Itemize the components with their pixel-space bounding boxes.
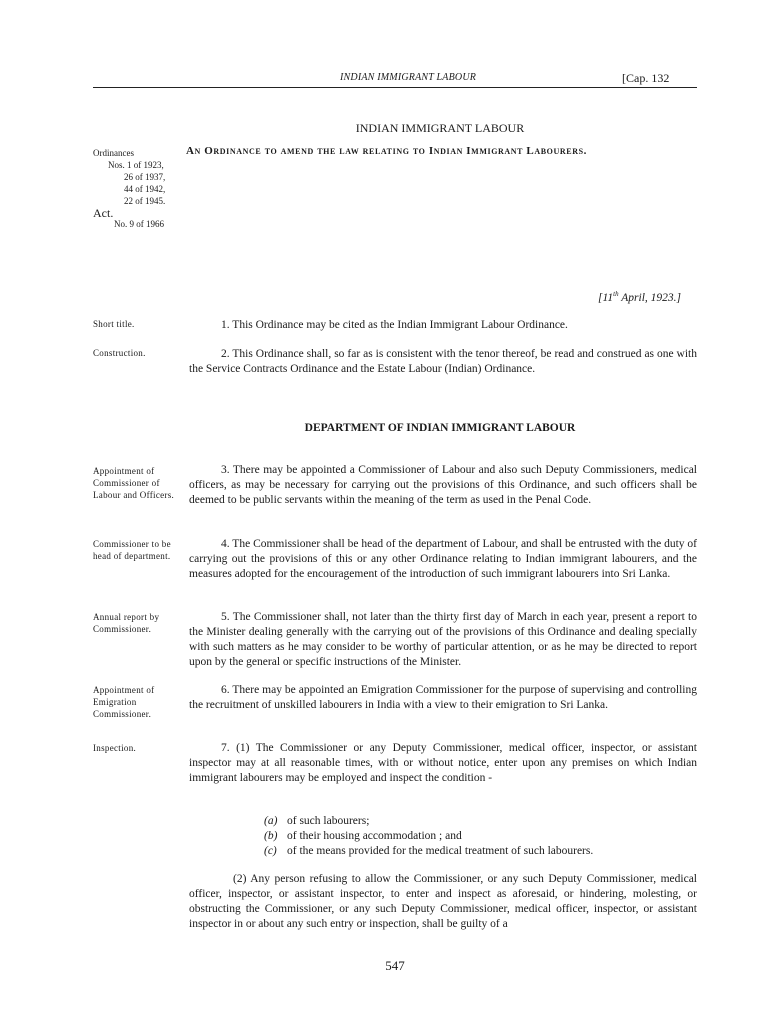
enactment-date bbox=[598, 290, 681, 304]
item-text: of such labourers; bbox=[287, 815, 370, 827]
chapter-number: [Cap. 132 bbox=[622, 71, 670, 85]
margin-note-annual-report: Annual report by Commissioner. bbox=[93, 612, 160, 634]
margin-note-emigration-commissioner: Appointment of Emigration Commissioner. bbox=[93, 685, 155, 719]
section-3-text: 3. There may be appointed a Commissioner of Labour and also such Deputy Commissioners, medical officers, as may be necessary for carrying out the provisions of this Ordinance, and such officers shall be deemed to be public servants within the meaning of the term as used in the Penal Code. bbox=[189, 464, 697, 506]
ordinance-number: 44 of 1942, bbox=[124, 184, 166, 194]
act-number: No. 9 of 1966 bbox=[114, 219, 164, 229]
inspection-items bbox=[264, 814, 593, 859]
ordinance-number: 22 of 1945. bbox=[124, 196, 166, 206]
section-1 bbox=[189, 318, 697, 333]
section-7-subsection-2 bbox=[189, 872, 697, 932]
section-2-text: 2. This Ordinance shall, so far as is consistent with the tenor thereof, be read and construed as one with the Service Contracts Ordinance and the Estate Labour (Indian) Ordinance. bbox=[189, 348, 697, 375]
ordinance-number: 26 of 1937, bbox=[124, 172, 166, 182]
margin-note-short-title: Short title. bbox=[93, 319, 135, 329]
section-7-text: 7. (1) The Commissioner or any Deputy Commissioner, medical officer, inspector, or assistant inspector may at all reasonable times, with or without notice, enter upon any premises on which Indian immigrant labourers may be employed and inspect the condition - bbox=[189, 742, 697, 784]
date-rest: April, 1923.] bbox=[618, 291, 681, 304]
page-number: 547 bbox=[385, 958, 405, 973]
section-2 bbox=[189, 347, 697, 377]
margin-note-appointment-commissioner: Appointment of Commissioner of Labour and Officers. bbox=[93, 466, 175, 500]
ordinance-number-list bbox=[108, 159, 165, 207]
margin-note-inspection: Inspection. bbox=[93, 743, 137, 753]
margin-note-commissioner-head: Commissioner to be head of department. bbox=[93, 539, 171, 561]
list-item bbox=[264, 829, 593, 844]
section-5 bbox=[189, 610, 697, 670]
header-rule bbox=[93, 87, 697, 88]
date-day: [11 bbox=[598, 291, 614, 304]
item-text: of the means provided for the medical treatment of such labourers. bbox=[287, 845, 594, 857]
section-7 bbox=[189, 741, 697, 786]
section-5-text: 5. The Commissioner shall, not later than the thirty first day of March in each year, present a report to the Minister dealing generally with the carrying out of the provisions of this Ordinance and dealing specially with such matters as he may consider to be worthy of particular attention, or as he may be directed to report upon by the general or specific instructions of the Minister. bbox=[189, 611, 697, 668]
item-label: (c) bbox=[264, 845, 277, 857]
section-6-text: 6. There may be appointed an Emigration Commissioner for the purpose of supervising and controlling the recruitment of unskilled labourers in India with a view to their emigration to Sri Lanka. bbox=[189, 684, 697, 711]
department-heading: DEPARTMENT OF INDIAN IMMIGRANT LABOUR bbox=[304, 422, 576, 434]
section-4-text: 4. The Commissioner shall be head of the department of Labour, and shall be entrusted with the duty of carrying out the provisions of this or any other Ordinance relating to Indian immigrant labourers, and the measures adopted for the encouragement of the introduction of such immigrant labourers into Sri Lanka. bbox=[189, 538, 697, 580]
list-item bbox=[264, 814, 593, 829]
margin-note-construction: Construction. bbox=[93, 348, 146, 358]
item-text: of their housing accommodation ; and bbox=[287, 830, 462, 842]
ordinance-number: Nos. 1 of 1923, bbox=[108, 160, 164, 170]
section-1-text: 1. This Ordinance may be cited as the Indian Immigrant Labour Ordinance. bbox=[221, 319, 568, 331]
section-6 bbox=[189, 683, 697, 713]
date-suffix: th bbox=[613, 290, 619, 298]
item-label: (a) bbox=[264, 815, 278, 827]
item-label: (b) bbox=[264, 830, 278, 842]
long-title: An Ordinance to amend the law relating to Indian Immigrant Labourers. bbox=[186, 145, 587, 157]
act-label: Act. bbox=[93, 206, 114, 220]
act-title: INDIAN IMMIGRANT LABOUR bbox=[355, 121, 525, 135]
running-title: INDIAN IMMIGRANT LABOUR bbox=[340, 72, 477, 83]
ordinances-label: Ordinances bbox=[93, 148, 134, 158]
section-4 bbox=[189, 537, 697, 582]
list-item bbox=[264, 844, 593, 859]
section-7-subsection-2-text: (2) Any person refusing to allow the Commissioner, or any such Deputy Commissioner, medical officer, inspector, or assistant inspector, to enter and inspect as aforesaid, or hindering, molesting, or obstructing the Commissioner, or any such Deputy Commissioner, medical officer, inspector, or assistant inspector in or about any such entry or inspection, shall be guilty of a bbox=[189, 873, 697, 930]
section-3 bbox=[189, 463, 697, 508]
